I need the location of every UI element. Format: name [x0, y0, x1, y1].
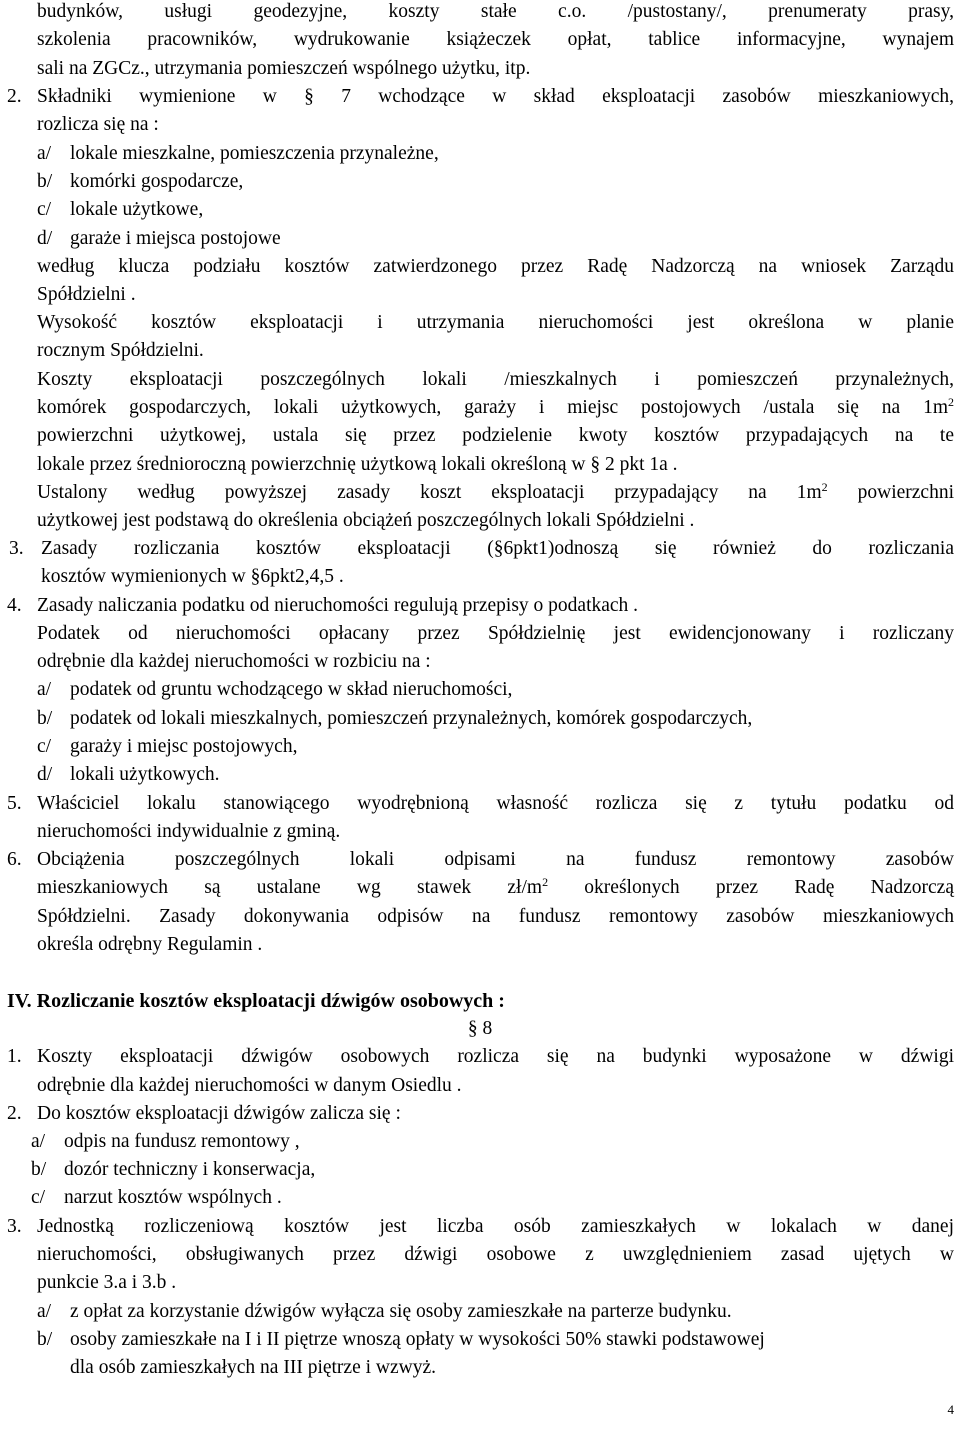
text-line: użytkowej jest podstawą do określenia obciążeń poszczególnych lokali Spółdzielni .: [37, 510, 695, 531]
superscript: 2: [948, 395, 954, 409]
point-number: 4.: [7, 595, 22, 616]
list-label: b/: [37, 708, 53, 729]
list-label: c/: [37, 736, 52, 757]
text-line: Koszty eksploatacji poszczególnych lokali /mieszkalnych i pomieszczeń przynależnych,: [37, 369, 954, 390]
text-line: Zasady rozliczania kosztów eksploatacji (§6pkt1)odnoszą się również do rozliczania: [41, 538, 954, 559]
list-item: lokali użytkowych.: [70, 764, 220, 785]
text-line: dla osób zamieszkałych na III piętrze i wzwyż.: [70, 1357, 437, 1378]
text-line: kosztów wymienionych w §6pkt2,4,5 .: [41, 566, 344, 587]
text-line: Jednostką rozliczeniową kosztów jest liczba osób zamieszkałych w lokalach w danej: [37, 1216, 954, 1237]
list-item: z opłat za korzystanie dźwigów wyłącza się osoby zamieszkałe na parterze budynku.: [70, 1301, 732, 1322]
list-item: dozór techniczny i konserwacja,: [64, 1159, 316, 1180]
text-line: Właściciel lokalu stanowiącego wyodrębnioną własność rozlicza się z tytułu podatku od: [37, 793, 954, 814]
point-number: 1.: [7, 1046, 22, 1067]
superscript: 2: [821, 480, 828, 494]
list-label: d/: [37, 764, 53, 785]
list-item: komórki gospodarcze,: [70, 171, 244, 192]
text-line: Koszty eksploatacji dźwigów osobowych rozlicza się na budynki wyposażone w dźwigi: [37, 1046, 954, 1067]
list-item: odpis na fundusz remontowy ,: [64, 1131, 300, 1152]
text-line: szkolenia pracowników, wydrukowanie książeczek opłat, tablice informacyjne, wynajem: [37, 29, 954, 50]
point-number: 2.: [7, 1103, 22, 1124]
list-item: garaże i miejsca postojowe: [70, 228, 281, 249]
list-label: b/: [31, 1159, 47, 1180]
text-line: komórek gospodarczych, lokali użytkowych, garaży i miejsc postojowych /ustala się na $1m^2$: [37, 395, 954, 418]
list-item: garaży i miejsc postojowych,: [70, 736, 298, 757]
point-number: 2.: [7, 86, 22, 107]
text-line: rozlicza się na :: [37, 114, 159, 135]
list-item: narzut kosztów wspólnych .: [64, 1187, 282, 1208]
text-line: Ustalony według powyższej zasady koszt eksploatacji przypadający na $1m^2$ powierzchni: [37, 480, 954, 503]
text-line: rocznym Spółdzielni.: [37, 340, 204, 361]
text-line: Spółdzielni .: [37, 284, 136, 305]
superscript: 2: [542, 875, 549, 889]
text-line: Obciążenia poszczególnych lokali odpisami na fundusz remontowy zasobów: [37, 849, 954, 870]
list-label: c/: [31, 1187, 46, 1208]
point-number: 3.: [9, 538, 24, 559]
list-label: b/: [37, 171, 53, 192]
chapter-heading: IV. Rozliczanie kosztów eksploatacji dźwigów osobowych :: [7, 990, 505, 1012]
text-line: odrębnie dla każdej nieruchomości w rozbiciu na :: [37, 651, 431, 672]
list-item: osoby zamieszkałe na I i II piętrze wnoszą opłaty w wysokości 50% stawki podstawowej: [70, 1329, 765, 1350]
list-label: a/: [37, 143, 52, 164]
list-label: a/: [31, 1131, 46, 1152]
list-label: a/: [37, 1301, 52, 1322]
text-line: punkcie 3.a i 3.b .: [37, 1272, 177, 1293]
text-line: Wysokość kosztów eksploatacji i utrzymania nieruchomości jest określona w planie: [37, 312, 954, 333]
list-item: lokale użytkowe,: [70, 199, 204, 220]
text-line: Spółdzielni. Zasady dokonywania odpisów na fundusz remontowy zasobów mieszkaniowych: [37, 906, 954, 927]
text-line: Podatek od nieruchomości opłacany przez Spółdzielnię jest ewidencjonowany i rozliczany: [37, 623, 954, 644]
text-line: powierzchni użytkowej, ustala się przez podzielenie kwoty kosztów przypadających na te: [37, 425, 954, 446]
list-item: podatek od lokali mieszkalnych, pomieszczeń przynależnych, komórek gospodarczych,: [70, 708, 753, 729]
text-line: Do kosztów eksploatacji dźwigów zalicza się :: [37, 1103, 401, 1124]
text-line: nieruchomości indywidualnie z gminą.: [37, 821, 341, 842]
paragraph-symbol: § 8: [467, 1018, 493, 1039]
list-item: lokale mieszkalne, pomieszczenia przynależne,: [70, 143, 439, 164]
text-line: Zasady naliczania podatku od nieruchomości regulują przepisy o podatkach .: [37, 595, 639, 616]
page-number: 4: [947, 1402, 954, 1417]
text-line: określa odrębny Regulamin .: [37, 934, 263, 955]
list-label: a/: [37, 679, 52, 700]
text-line: według klucza podziału kosztów zatwierdzonego przez Radę Nadzorczą na wniosek Zarządu: [37, 256, 954, 277]
list-label: d/: [37, 228, 53, 249]
list-label: b/: [37, 1329, 53, 1350]
point-number: 5.: [7, 793, 22, 814]
text-line: mieszkaniowych są ustalane wg stawek $zł/m^2$ określonych przez Radę Nadzorczą: [37, 875, 954, 898]
text-line: sali na ZGCz., utrzymania pomieszczeń wspólnego użytku, itp.: [37, 58, 531, 79]
text-line: nieruchomości, obsługiwanych przez dźwigi osobowe z uwzględnieniem zasad ujętych w: [37, 1244, 954, 1265]
text-line: odrębnie dla każdej nieruchomości w danym Osiedlu .: [37, 1075, 462, 1096]
point-number: 6.: [7, 849, 22, 870]
list-item: podatek od gruntu wchodzącego w skład nieruchomości,: [70, 679, 513, 700]
text-line: budynków, usługi geodezyjne, koszty stałe c.o. /pustostany/, prenumeraty prasy,: [37, 1, 954, 22]
list-label: c/: [37, 199, 52, 220]
text-line: lokale przez średnioroczną powierzchnię użytkową lokali określoną w § 2 pkt 1a .: [37, 454, 678, 475]
text-line: Składniki wymienione w § 7 wchodzące w skład eksploatacji zasobów mieszkaniowych,: [37, 86, 954, 107]
point-number: 3.: [7, 1216, 22, 1237]
